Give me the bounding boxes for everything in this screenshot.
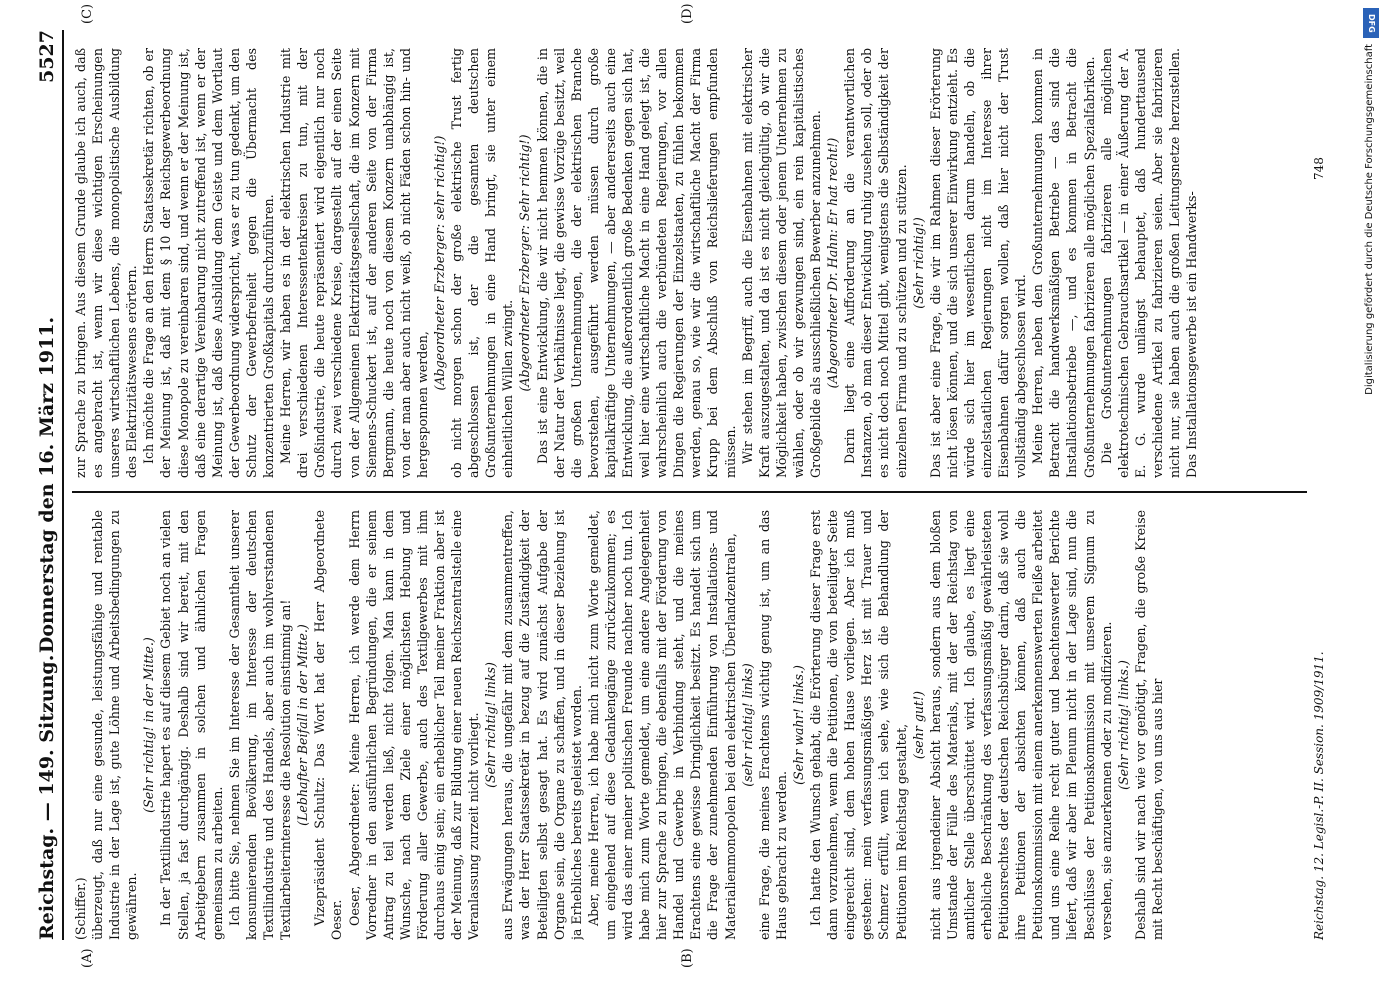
paragraph: Deshalb sind wir nach wie vor genötigt, Fragen, die große Kreise mit Recht beschäftigen, von uns aus hier <box>1132 510 1165 940</box>
paragraph: Darin liegt eine Aufforderung an die verantwortlichen Instanzen, ob man dieser Entwicklung ruhig zusehen soll, oder ob es nicht doch noch Mittel gibt, wenigstens die Selbständigkeit der einzelnen Firma und zu schützen und zu stützen. <box>842 48 909 478</box>
interjection: (Sehr richtig! links) <box>483 662 499 788</box>
interjection: (Abgeordneter Dr. Hahn: Er hat recht!) <box>825 137 841 389</box>
interjection: (Abgeordneter Erzberger: Sehr richtig!) <box>517 134 533 392</box>
paragraph: aus Erwägungen heraus, die ungefähr mit dem zusammentreffen, was der Herr Staatssekretär in bezug auf die Zuständigkeit der Beteiligten selbst gesagt hat. Es wird zunächst Aufgabe der Organe sein, die Organe zu schaffen, und in dieser Beziehung ist ja Erhebliches bereits geleistet worden. <box>500 510 584 940</box>
interjection: (Sehr richtig!) <box>910 217 926 309</box>
paragraph: ob nicht morgen schon der große elektrische Trust fertig abgeschlossen ist, der die gesamten deutschen Großunternehmungen in eine Hand bringt, sie unter einem einheitlichen Willen zwingt. <box>449 48 516 478</box>
paragraph: Vizepräsident Schultz: Das Wort hat der Herr Abgeordnete Oeser. <box>312 510 345 940</box>
interjection: (Sehr wahr! links.) <box>790 665 806 785</box>
paragraph: Meine Herren, wir haben es in der elektrischen Industrie mit drei verschiedenen Interessentenkreisen zu tun, mit der Großindustrie, die heute repräsentiert wird eigentlich nur noch durch zwei verschiedene Kreise, dargestellt auf der einen Seite von der Allgemeinen Elektrizitätsgesellschaft, die im Konzern mit Siemens-Schuckert ist, auf der anderen Seite von der Firma Bergmann, die heute noch von diesem Konzern unabhängig ist, von der man aber auch nicht weiß, ob nicht Fäden schon hin- und hergesponnen werden, <box>278 48 430 478</box>
paragraph: nicht aus irgendeiner Absicht heraus, sondern aus dem bloßen Umstande der Fülle des Materials, mit der der Reichstag von amtlicher Stelle überschüttet wird. Ich glaube, es liegt eine erhebliche Beschränkung des verfassungsmäßig gewährleisteten Petitionsrechtes der deutschen Reichsbürger darin, daß sie wohl ihre Petitionen der absichten können, daß auch die Petitionskommission mit einem anerkennenswerten Fleiße arbeitet und uns eine Reihe recht guter und beachtenswerter Berichte liefert, daß wir aber im Plenum nicht in der Lage sind, nun die Beschlüsse der Petitionskommission mit unserem Signum zu versehen, sie anzuerkennen oder zu modifizieren. <box>927 510 1114 940</box>
paragraph: Das ist eine Entwicklung, die wir nicht hemmen können, die in der Natur der Verhältnisse liegt, die gewisse Vorzüge besitzt, weil die großen Unternehmungen, die der elektrischen Branche bevorstehen, ausgeführt werden müssen durch große kapitalkräftige Unternehmungen, — aber andererseits auch eine Entwicklung, die außerordentlich große Bedenken gegen sich hat, weil hier eine wirtschaftliche Macht in eine Hand gelegt ist, die wahrscheinlich auch die verbündeten Regierungen, vor allen Dingen die Regierungen der Einzelstaaten, zu fühlen bekommen werden, genau so, wie wir die wirtschaftliche Macht der Firma Krupp bei dem Abschluß von Reichslieferungen empfunden müssen. <box>534 48 738 478</box>
interjection: (Sehr richtig! links.) <box>1115 660 1131 790</box>
paragraph: Ich bitte Sie, nehmen Sie im Interesse der Gesamtheit unserer konsumierenden Bevölkerung, im Interesse der deutschen Textilindustrie und des Handels, aber auch im wohlverstandenen Textilarbeiterinteresse die Resolution einstimmig an! <box>226 510 294 940</box>
banner-text: Digitalisierung gefördert durch die Deutsche Forschungsgemeinschaft <box>1364 44 1375 395</box>
paragraph: zur Sprache zu bringen. Aus diesem Grunde glaube ich auch, daß es angebracht ist, wenn wir diese wichtigen Erscheinungen unseres wirtschaftlichen Lebens, die monopolistische Ausbildung des Elektrizitätswesens erörtern. <box>73 48 140 478</box>
paragraph: In der Textilindustrie hapert es auf diesem Gebiet noch an vielen Stellen, ja fast durchgängig. Deshalb sind wir bereit, mit den Arbeitgebern zusammen in solchen und ähnlichen Fragen gemeinsam zu arbeiten. <box>158 510 225 940</box>
paragraph: Ich möchte die Frage an den Herrn Staatssekretär richten, ob er der Meinung ist, daß mit dem § 10 der Reichsgewerbeordnung diese Monopole zu vereinbaren sind, und wenn er der Meinung ist, daß eine derartige Vereinbarung nicht zutreffend ist, wenn er der Meinung ist, daß diese Ausbildung dem Geiste und dem Wortlaut der Gewerbeordnung widerspricht, was er zu tun gedenkt, um den Schutz der Gewerbefreiheit gegen die Übermacht des konzentrierten Großkapitals durchzuführen. <box>141 48 277 478</box>
page-header <box>30 30 64 940</box>
column-divider <box>72 491 1307 493</box>
paragraph: Das ist aber eine Frage, die wir im Rahmen dieser Erörterung nicht lösen können, und die sich unserer Einwirkung entzieht. Es würde sich hier im wesentlichen darum handeln, ob die einzelstaatlichen Regierungen nicht im Interesse ihrer Eisenbahnen dafür sorgen wollen, daß hier nicht der Trust vollständig abgeschlossen wird. <box>927 48 1029 478</box>
margin-marker-c: (C) <box>80 3 95 24</box>
header-left: Reichstag. — 149. Sitzung. <box>36 654 58 940</box>
paragraph: überzeugt, daß nur eine gesunde, leistungsfähige und rentable Industrie in der Lage ist, gute Löhne und Arbeitsbedingungen zu gewähren. <box>90 510 140 940</box>
margin-marker-a: (A) <box>80 948 95 968</box>
header-date: Donnerstag den 16. März 1911. <box>36 316 58 654</box>
dfg-logo: DFG <box>1363 8 1379 38</box>
interjection: (sehr richtig! links) <box>739 663 755 787</box>
page-number: 5527 <box>36 30 58 83</box>
paragraph: eine Frage, die meines Erachtens wichtig genug ist, um an das Haus gebracht zu werden. <box>756 510 789 940</box>
right-text-column <box>72 48 1307 478</box>
left-text-column <box>72 510 1307 940</box>
interjection: (Sehr richtig! in der Mitte.) <box>141 637 157 813</box>
interjection: (sehr gut!) <box>910 690 926 760</box>
sheet-number: 748 <box>1312 157 1326 180</box>
paragraph: Die Großunternehmungen fabrizieren alle möglichen elektrotechnischen Gebrauchsartikel — in einer Äußerung der A. E. G. wurde unlängst behauptet, daß hunderttausend verschiedene Artikel zu fabrizieren seien. Aber sie fabrizieren nicht nur, sie haben auch die großen Leitungsnetze herzustellen. Das Installationsgewerbe ist ein Handwerks- <box>1098 48 1200 478</box>
paragraph: Wir stehen im Begriff, auch die Eisenbahnen mit elektrischer Kraft auszugestalten, und da ist es nicht gleichgültig, ob wir die Möglichkeit haben, zwischen diesem oder jenem Unternehmen zu wählen, oder ob wir gezwungen sind, ein rein kapitalistisches Großgebilde als ausschließlichen Bewerber anzunehmen. <box>739 48 824 478</box>
paragraph: Oeser, Abgeordneter: Meine Herren, ich werde dem Herrn Vorredner in den ausführlichen Begründungen, die er seinem Antrag zu teil werden ließ, nicht folgen. Man kann in dem Wunsche, nach dem Ziele einer möglichsten Hebung und Förderung aller Gewerbe, auch des Textilgewerbes mit ihm durchaus einig sein; ein erheblicher Teil meiner Fraktion aber ist der Meinung, daß zur Bildung einer neuen Reichszentralstelle eine Veranlassung zurzeit nicht vorliegt. <box>346 510 482 940</box>
paragraph: Ich hatte den Wunsch gehabt, die Erörterung dieser Frage erst dann vorzunehmen, wenn die Petitionen, die von beteiligter Seite eingereicht sind, dem hohen Hause vorliegen. Aber ich muß gestehen: mein verfassungsmäßiges Herz ist mit Trauer und Schmerz erfüllt, wenn ich sehe, wie sich die Behandlung der Petitionen im Reichstag gestaltet, <box>808 510 909 940</box>
digitization-banner <box>1361 8 1381 868</box>
interjection: (Abgeordneter Erzberger: sehr richtig!) <box>431 135 447 391</box>
paragraph: (Schiffer.) <box>73 877 88 940</box>
margin-marker-d: (D) <box>680 3 695 24</box>
page-footer: Reichstag. 12. Legisl.-P. II. Session. 1909/1911. <box>1312 651 1326 940</box>
margin-marker-b: (B) <box>680 948 695 968</box>
paragraph: Meine Herren, neben den Großunternehmungen kommen in Betracht die handwerksmäßigen Betriebe — das sind die Installationsbetriebe —, und es kommen in Betracht die Großunternehmungen fabrizieren alle möglichen Spezialfabriken. <box>1030 48 1097 478</box>
paragraph: Aber, meine Herren, ich habe mich nicht zum Worte gemeldet, um eingehend auf diese Gedankengänge zurückzukommen; es wird das einer meiner politischen Freunde nachher noch tun. Ich habe mich zum Worte gemeldet, um eine andere Angelegenheit hier zur Sprache zu bringen, die ebenfalls mit der Förderung von Handel und Gewerbe in Verbindung steht, und die meines Erachtens eine gewisse Dringlichkeit besitzt. Es handelt sich um die Frage der zunehmenden Einführung von Installations- und Materialienmonopolen bei den elektrischen Überlandzentralen, <box>585 510 738 940</box>
interjection: (Lebhafter Beifall in der Mitte.) <box>295 624 311 826</box>
